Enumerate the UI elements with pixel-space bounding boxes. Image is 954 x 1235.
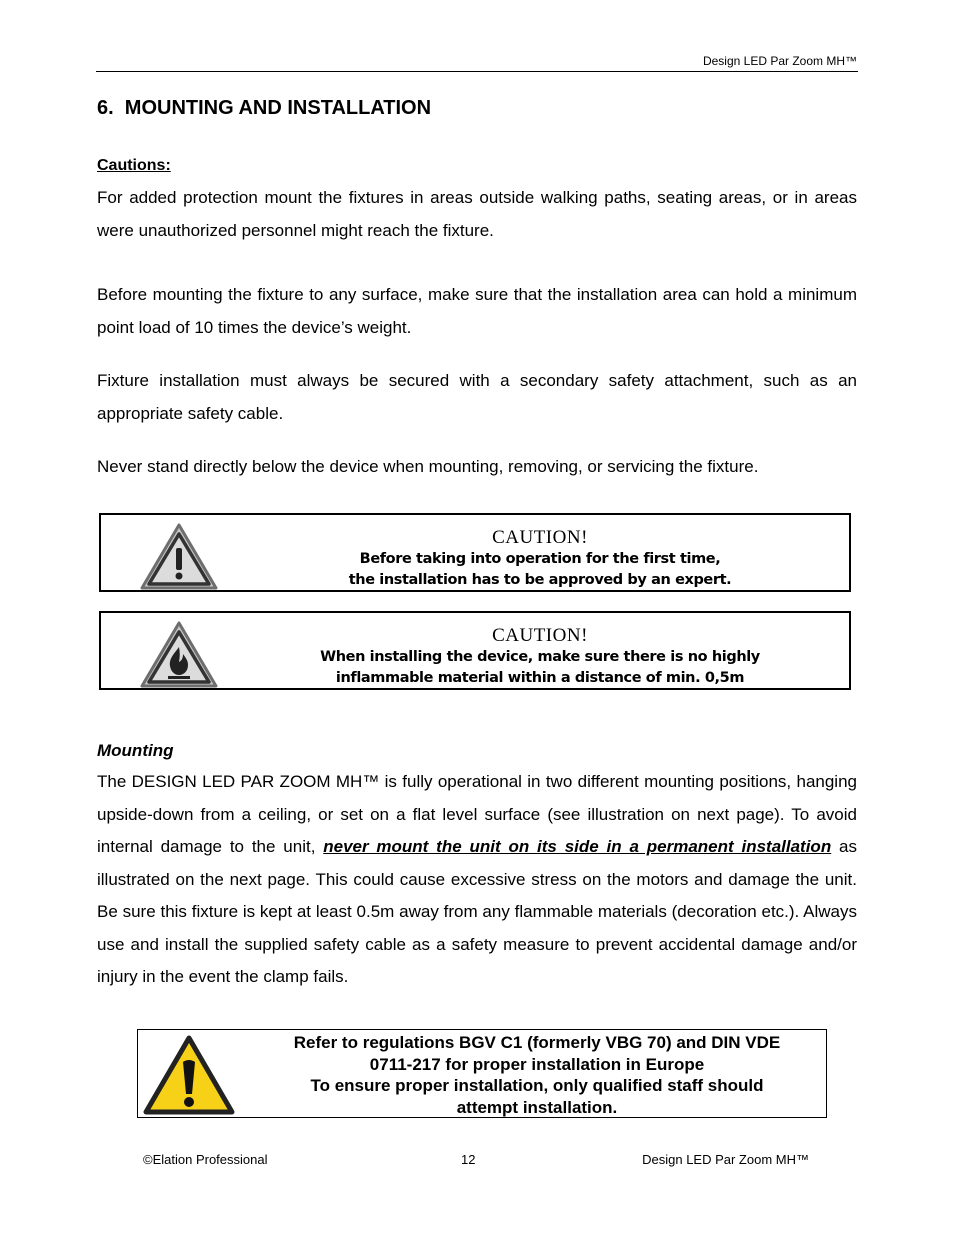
- mounting-text-b: as illustrated on the next page. This could cause excessive stress on the motors and damage the unit. Be sure this fixture is kept at least 0.5m away from any flammable materials (decoration etc.). Always use and install the supplied safety cable as a safety measure to prevent accidental damage and/or injury in the event the clamp fails.: [97, 837, 857, 986]
- footer-page-number: 12: [461, 1152, 476, 1167]
- yellow-warning-icon: [142, 1034, 236, 1116]
- caution-text-flammable: [251, 625, 829, 689]
- caution-line-2: the installation has to be approved by an expert.: [348, 572, 732, 588]
- header-rule: [96, 71, 858, 72]
- caution-line-2: inflammable material within a distance of min. 0,5m: [335, 670, 745, 686]
- cautions-heading: Cautions:: [97, 157, 171, 174]
- footer-copyright: ©Elation Professional: [143, 1152, 268, 1167]
- caution-box-expert: [99, 513, 851, 592]
- cautions-paragraph-4: Never stand directly below the device when mounting, removing, or servicing the fixture.: [97, 457, 759, 476]
- mounting-emphasis: never mount the unit on its side in a permanent installation: [323, 837, 832, 856]
- section-title: 6. MOUNTING AND INSTALLATION: [97, 97, 432, 119]
- caution-title: CAUTION!: [492, 625, 588, 646]
- regulation-line-1: Refer to regulations BGV C1 (formerly VBG 70) and DIN VDE: [293, 1033, 781, 1052]
- flammable-warning-icon: [139, 619, 219, 689]
- caution-title: CAUTION!: [492, 527, 588, 548]
- mounting-paragraph: [97, 766, 857, 994]
- caution-text-expert: [251, 527, 829, 591]
- regulation-line-2: 0711-217 for proper installation in Europe: [369, 1054, 705, 1074]
- regulation-box: [137, 1029, 827, 1118]
- mounting-text-a: The DESIGN LED PAR ZOOM MH™ is fully operational in two different mounting positions, hanging upside-down from a ceiling, or set on a flat level surface (see illustration on next page). To avoid internal damage to the unit,: [97, 772, 857, 856]
- regulation-text: [256, 1032, 818, 1118]
- cautions-paragraph-2: Before mounting the fixture to any surface, make sure that the installation area can hold a minimum point load of 10 times the device’s weight.: [97, 285, 857, 337]
- exclamation-warning-icon: [139, 521, 219, 591]
- cautions-paragraph-3: Fixture installation must always be secured with a secondary safety attachment, such as an appropriate safety cable.: [97, 371, 857, 423]
- mounting-heading: Mounting: [97, 741, 174, 760]
- caution-line-1: When installing the device, make sure there is no highly: [320, 649, 760, 665]
- caution-box-flammable: [99, 611, 851, 690]
- regulation-line-3: To ensure proper installation, only qualified staff should: [310, 1076, 764, 1095]
- cautions-paragraph-1: For added protection mount the fixtures in areas outside walking paths, seating areas, or in areas were unauthorized personnel might reach the fixture.: [97, 188, 857, 240]
- regulation-line-4: attempt installation.: [456, 1097, 618, 1117]
- footer-title: Design LED Par Zoom MH™: [642, 1152, 809, 1167]
- header-title: Design LED Par Zoom MH™: [702, 54, 857, 68]
- caution-line-1: Before taking into operation for the first time,: [359, 551, 721, 567]
